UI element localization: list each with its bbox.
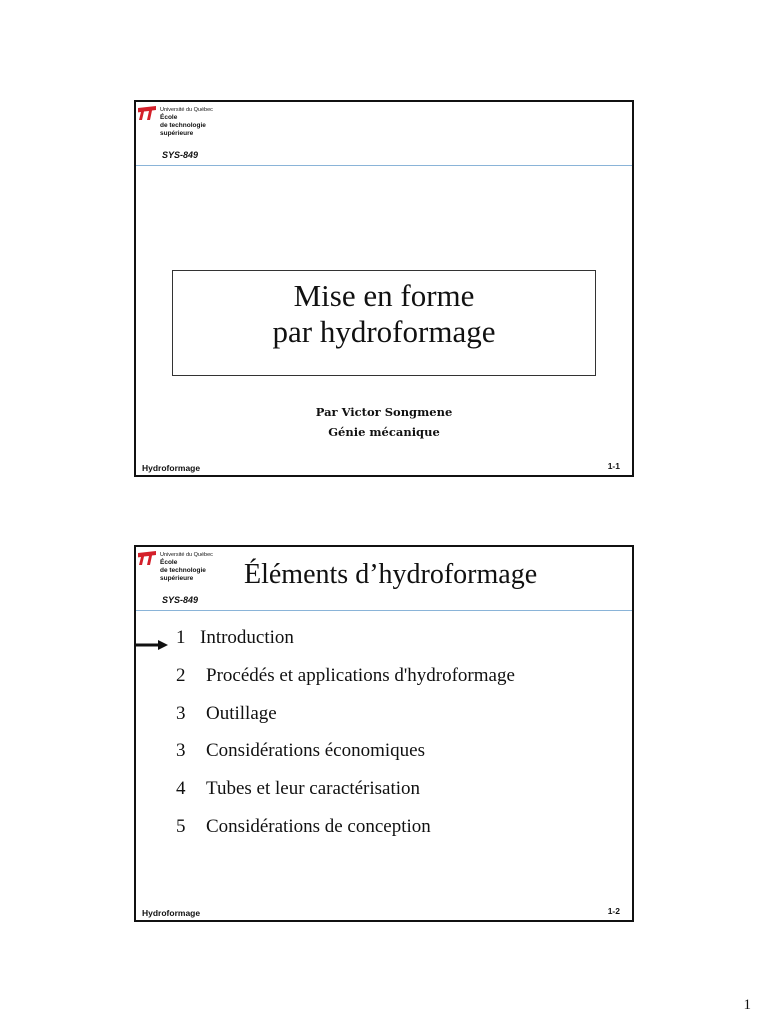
outline-item <box>176 665 515 703</box>
university-name: Université du Québec <box>160 552 213 558</box>
ets-logo-icon <box>138 106 156 120</box>
author-department: Génie mécanique <box>328 425 440 439</box>
outline-list <box>176 627 515 854</box>
outline-number: 1 <box>176 627 186 648</box>
outline-text: Outillage <box>206 702 277 724</box>
school-line: supérieure <box>160 130 194 137</box>
outline-item <box>176 740 515 778</box>
school-line: de technologie <box>160 122 206 129</box>
outline-item <box>176 816 515 854</box>
author-block <box>136 402 632 442</box>
header-divider <box>136 610 632 611</box>
outline-number: 2 <box>176 664 186 686</box>
header-divider <box>136 165 632 166</box>
slide-header <box>136 102 632 166</box>
outline-text: Procédés et applications d'hydroformage <box>206 664 515 686</box>
author-name: Par Victor Songmene <box>315 405 453 419</box>
slide-title: Éléments d’hydroformage <box>244 559 538 590</box>
school-line: supérieure <box>160 575 194 582</box>
outline-item <box>176 778 515 816</box>
slide-title-line: par hydroformage <box>272 314 496 349</box>
right-arrow-icon <box>134 639 170 651</box>
university-name: Université du Québec <box>160 107 213 113</box>
course-code: SYS-849 <box>162 150 199 160</box>
outline-number: 3 <box>176 740 186 762</box>
institution-name <box>160 106 213 138</box>
outline-text: Introduction <box>200 627 294 648</box>
slide-footer-title: Hydroformage <box>142 908 201 918</box>
outline-text: Considérations économiques <box>206 740 425 762</box>
outline-item <box>176 627 515 665</box>
outline-text: Tubes et leur caractérisation <box>206 778 421 800</box>
slide-title-box <box>172 270 596 376</box>
outline-number: 5 <box>176 815 186 837</box>
slide-number: 1-2 <box>607 906 620 916</box>
outline-number: 3 <box>176 702 186 724</box>
outline-item <box>176 703 515 741</box>
school-line: de technologie <box>160 567 206 574</box>
slide-number: 1-1 <box>607 461 620 471</box>
outline-number: 4 <box>176 778 186 800</box>
slide-1-1 <box>134 100 634 477</box>
slide-title-line: Mise en forme <box>293 278 475 313</box>
slide-header <box>136 547 632 611</box>
school-line: École <box>160 114 178 121</box>
slide-footer-title: Hydroformage <box>142 463 201 473</box>
outline-text: Considérations de conception <box>206 815 431 837</box>
page-number: 1 <box>743 997 751 1013</box>
course-code: SYS-849 <box>162 595 199 605</box>
school-line: École <box>160 559 178 566</box>
ets-logo-icon <box>138 551 156 565</box>
slide-1-2 <box>134 545 634 922</box>
institution-name <box>160 551 213 583</box>
